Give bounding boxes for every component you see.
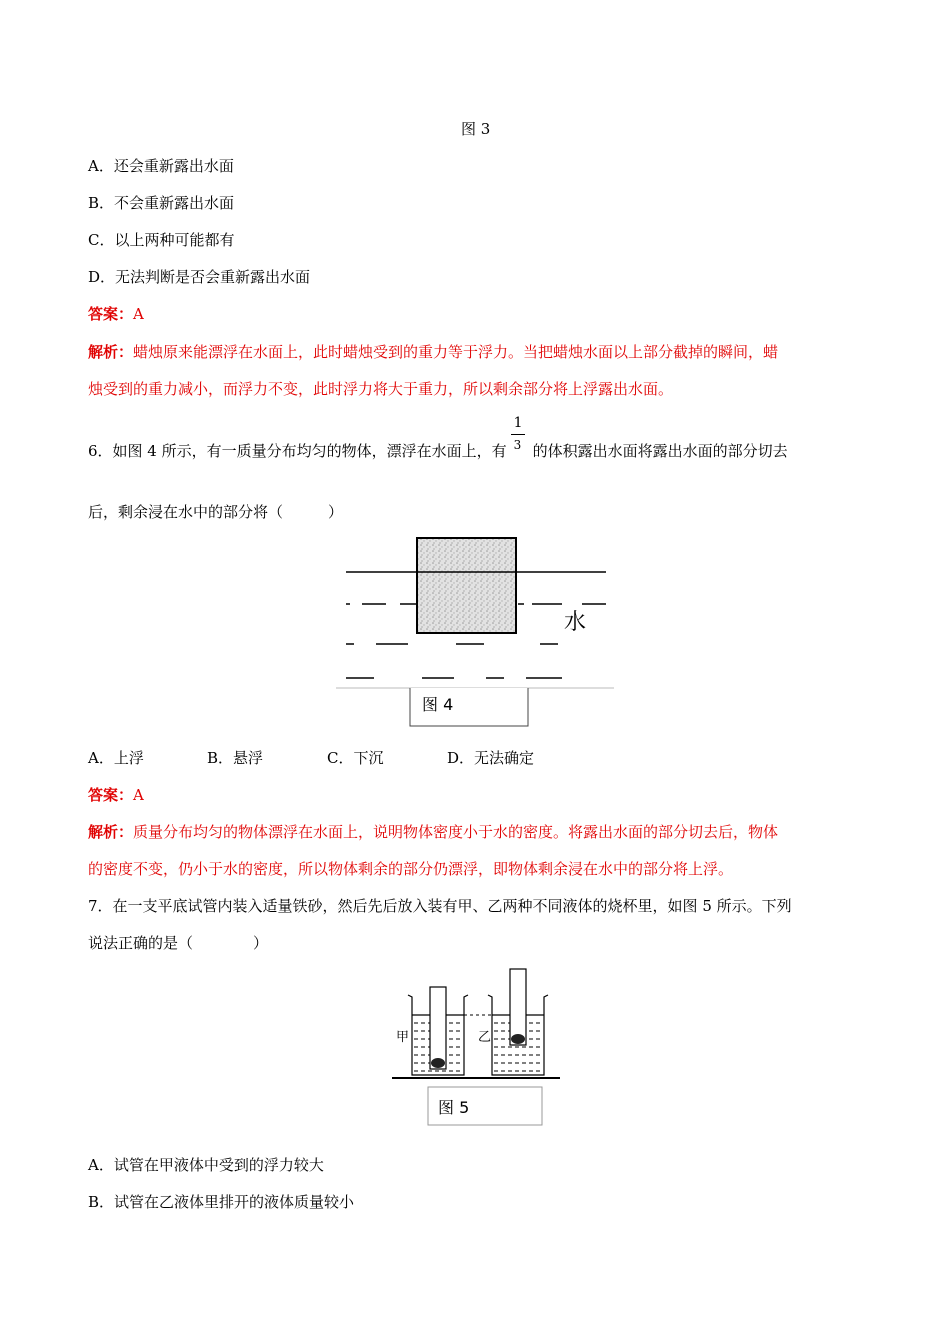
figure-4-caption: 图 4 (422, 695, 454, 714)
fraction-denominator: 3 (513, 438, 522, 452)
q5-option-b: B．不会重新露出水面 (88, 194, 235, 212)
label-yi: 乙 (478, 1030, 492, 1045)
q6-stem-line-2: 后，剩余浸在水中的部分将（ ） (88, 503, 344, 521)
figure-5 (392, 965, 562, 1130)
figure-5-caption: 图 5 (438, 1098, 470, 1117)
q6-option-b: B．悬浮 (207, 749, 264, 767)
q6-stem-part-1: 6．如图 4 所示，有一质量分布均匀的物体，漂浮在水面上，有 (88, 442, 507, 460)
q6-analysis-line-1 (88, 821, 778, 843)
q6-stem-line-1 (88, 415, 788, 462)
q5-option-c: C．以上两种可能都有 (88, 231, 235, 249)
answer-label: 答案： (88, 305, 134, 323)
analysis-label: 解析： (88, 823, 134, 841)
q7-stem-line-2: 说法正确的是（ ） (88, 934, 269, 952)
q7-stem-line-1: 7．在一支平底试管内装入适量铁砂，然后先后放入装有甲、乙两种不同液体的烧杯里，如图 5 所示。下列 (88, 897, 792, 915)
q7-option-a: A．试管在甲液体中受到的浮力较大 (88, 1156, 324, 1174)
fraction-numerator: 1 (513, 415, 523, 431)
test-tube-yi (510, 969, 526, 1045)
analysis-label: 解析： (88, 343, 134, 361)
q5-answer (88, 303, 144, 325)
q7-option-b: B．试管在乙液体里排开的液体质量较小 (88, 1193, 355, 1211)
q5-analysis-line-1 (88, 341, 778, 363)
q6-answer (88, 784, 144, 806)
q5-option-a: A．还会重新露出水面 (88, 157, 234, 175)
q6-analysis-line-2: 的密度不变，仍小于水的密度，所以物体剩余的部分仍漂浮，即物体剩余浸在水中的部分将上浮。 (88, 860, 734, 878)
q5-option-d: D．无法判断是否会重新露出水面 (88, 268, 311, 286)
q6-option-a: A．上浮 (88, 749, 144, 767)
analysis-text: 质量分布均匀的物体漂浮在水面上，说明物体密度小于水的密度。将露出水面的部分切去后，物体 (133, 823, 779, 841)
q5-analysis-line-2: 烛受到的重力减小，而浮力不变，此时浮力将大于重力，所以剩余部分将上浮露出水面。 (88, 380, 674, 398)
fraction (509, 415, 531, 462)
label-jia: 甲 (396, 1030, 410, 1045)
water-label: 水 (564, 610, 587, 635)
q6-option-c: C．下沉 (327, 749, 384, 767)
iron-sand-yi (511, 1034, 525, 1044)
test-tube-jia (430, 987, 446, 1069)
answer-value: A (133, 786, 144, 804)
answer-value: A (133, 305, 144, 323)
answer-label: 答案： (88, 786, 134, 804)
iron-sand-jia (431, 1058, 445, 1068)
analysis-text: 蜡烛原来能漂浮在水面上，此时蜡烛受到的重力等于浮力。当把蜡烛水面以上部分截掉的瞬间，蜡 (133, 343, 779, 361)
figure-3-caption: 图 3 (461, 120, 491, 138)
q6-option-d: D．无法确定 (447, 749, 535, 767)
figure-4 (336, 532, 616, 732)
floating-block (417, 538, 516, 633)
q6-stem-part-2: 的体积露出水面将露出水面的部分切去 (532, 442, 788, 460)
